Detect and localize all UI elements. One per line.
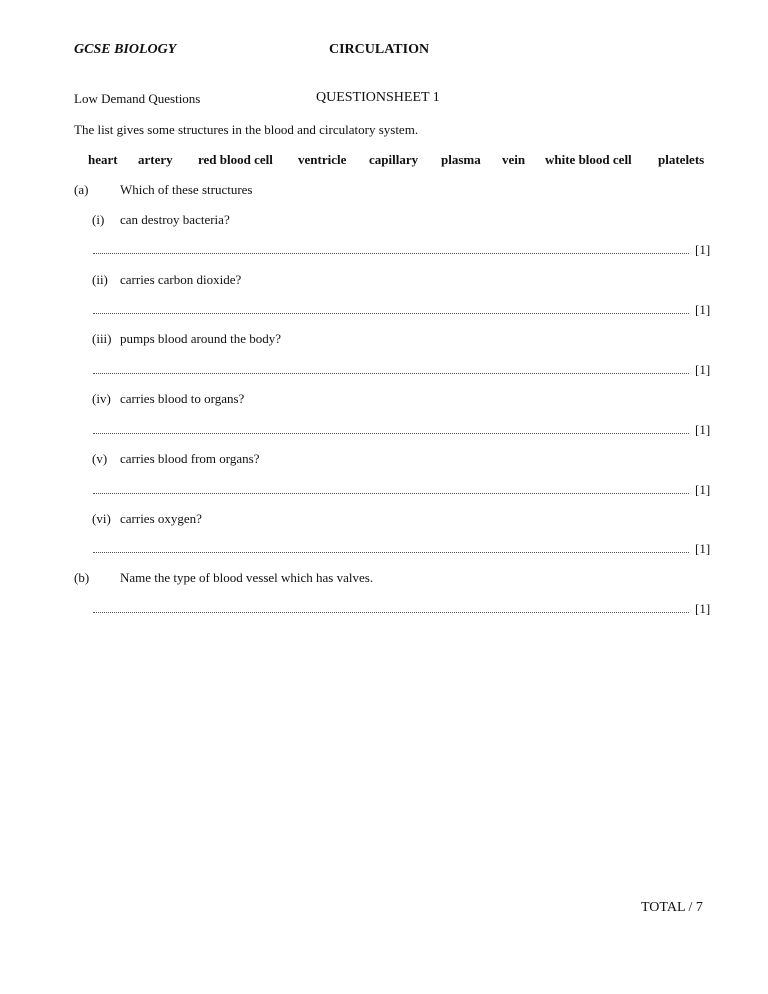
structure-word: artery xyxy=(138,152,173,167)
answer-line[interactable] xyxy=(93,492,689,494)
answer-line[interactable] xyxy=(93,252,689,254)
question-label: (iii) xyxy=(92,331,112,346)
question-label: (vi) xyxy=(92,511,111,526)
question-text: carries blood to organs? xyxy=(120,391,245,406)
question-label: (v) xyxy=(92,451,108,466)
topic-title: CIRCULATION xyxy=(329,42,430,57)
part-b-text: Name the type of blood vessel which has valves. xyxy=(120,570,374,585)
question-label: (iv) xyxy=(92,391,111,406)
answer-line[interactable] xyxy=(93,611,689,613)
structure-word: heart xyxy=(88,152,118,167)
question-text: can destroy bacteria? xyxy=(120,212,230,227)
question-text: carries carbon dioxide? xyxy=(120,272,242,287)
subject-title: GCSE BIOLOGY xyxy=(74,42,177,57)
question-text: pumps blood around the body? xyxy=(120,331,282,346)
answer-line[interactable] xyxy=(93,372,689,374)
mark-allocation: [1] xyxy=(695,362,711,377)
answer-line[interactable] xyxy=(93,312,689,314)
answer-line[interactable] xyxy=(93,432,689,434)
mark-allocation: [1] xyxy=(695,482,711,497)
structure-word: red blood cell xyxy=(198,152,273,167)
mark-allocation: [1] xyxy=(695,541,711,556)
question-text: carries oxygen? xyxy=(120,511,202,526)
question-label: (ii) xyxy=(92,272,108,287)
questionsheet-label: QUESTIONSHEET 1 xyxy=(316,90,440,105)
structure-word: platelets xyxy=(658,152,705,167)
mark-allocation: [1] xyxy=(695,422,711,437)
structure-word: vein xyxy=(502,152,526,167)
structure-word: plasma xyxy=(441,152,481,167)
mark-allocation: [1] xyxy=(695,601,711,616)
total-marks: TOTAL / 7 xyxy=(641,900,703,915)
question-text: carries blood from organs? xyxy=(120,451,260,466)
part-b-label: (b) xyxy=(74,570,90,585)
answer-line[interactable] xyxy=(93,551,689,553)
part-a-text: Which of these structures xyxy=(120,182,253,197)
mark-allocation: [1] xyxy=(695,242,711,257)
part-a-label: (a) xyxy=(74,182,89,197)
question-label: (i) xyxy=(92,212,105,227)
mark-allocation: [1] xyxy=(695,302,711,317)
intro-text: The list gives some structures in the blood and circulatory system. xyxy=(74,122,419,137)
demand-level: Low Demand Questions xyxy=(74,91,201,106)
structure-word: capillary xyxy=(369,152,419,167)
structure-word: white blood cell xyxy=(545,152,632,167)
structure-word: ventricle xyxy=(298,152,347,167)
